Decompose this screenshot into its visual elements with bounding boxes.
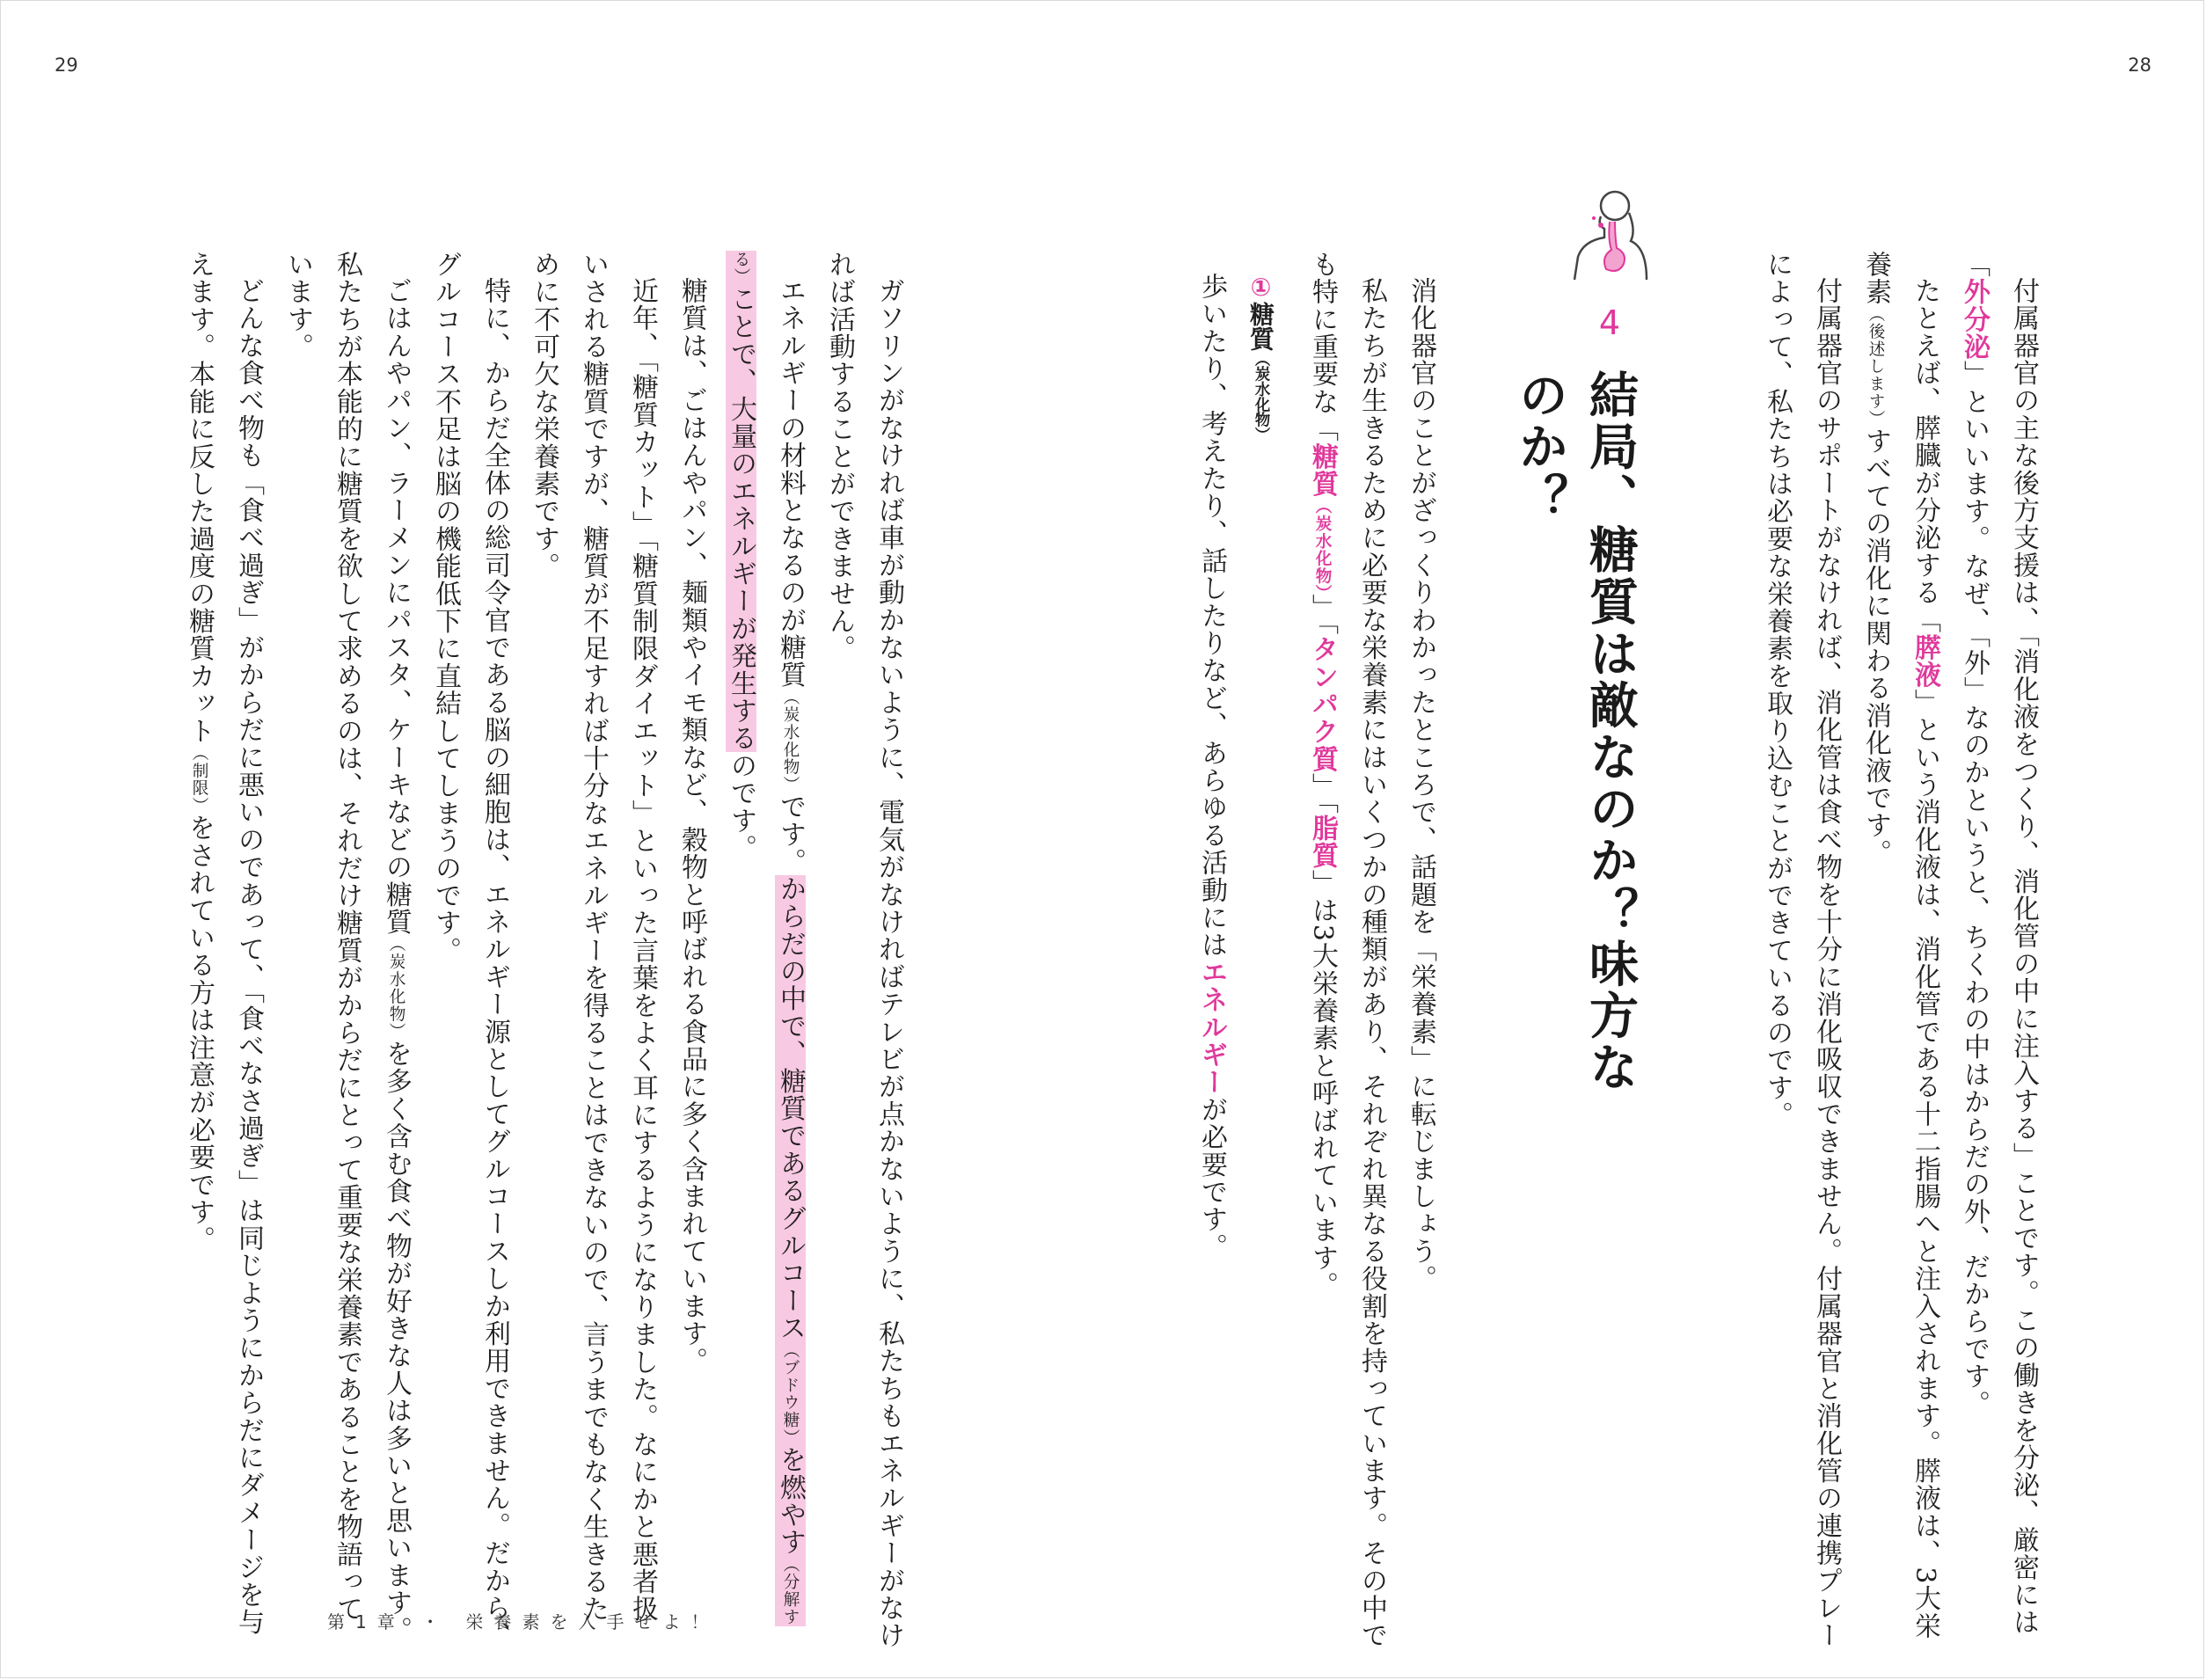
digestive-system-icon bbox=[1566, 186, 1654, 281]
paragraph: 付属器官の主な後方支援は、「消化液をつくり、消化管の中に注入する」ことです。この働きを分泌、厳密には「外分泌」といいます。なぜ、「外」なのかというと、ちくわの中はからだの外、だからです。 bbox=[1959, 251, 2039, 1636]
keyword-exocrine: 外分泌 bbox=[1959, 278, 1990, 361]
paragraph: ごはんやパン、ラーメンにパスタ、ケーキなどの糖質（炭水化物）を多く含む食べ物が好きな人は多いと思います。私たちが本能的に糖質を欲して求めるのは、それだけ糖質がからだにとって重要な栄養素であることを物語っています。 bbox=[282, 251, 412, 1645]
page-number-right: 28 bbox=[2128, 55, 2151, 76]
paragraph: 消化器官のことがざっくりわかったところで、話題を「栄養素」に転じましょう。 bbox=[1406, 277, 1436, 1293]
keyword-lipid: 脂質 bbox=[1307, 814, 1338, 870]
paragraph: どんな食べ物も「食べ過ぎ」がからだに悪いのであって、「食べなさ過ぎ」は同じようにからだにダメージを与えます。本能に反した過度の糖質カット（制限）をされている方は注意が必要です。 bbox=[184, 251, 264, 1636]
left-column-text bbox=[104, 251, 913, 1649]
keyword-pancreatic-juice: 膵液 bbox=[1910, 633, 1940, 690]
section-title: 結局、糖質は敵なのか？味方なのか？ bbox=[1511, 369, 1639, 1094]
paragraph: エネルギーの材料となるのが糖質（炭水化物）です。からだの中で、糖質であるグルコース（ブドウ糖）を燃やす（分解する）ことで、大量のエネルギーが発生するのです。 bbox=[726, 251, 806, 1626]
paragraph: 糖質は、ごはんやパン、麺類やイモ類など、穀物と呼ばれる食品に多く含まれています。 bbox=[676, 277, 707, 1375]
section-number: 4 bbox=[1598, 303, 1621, 342]
paragraph: 付属器官のサポートがなければ、消化管は食べ物を十分に消化吸収できません。付属器官と消化管の連携プレーによって、私たちは必要な栄養素を取り込むことができているのです。 bbox=[1762, 251, 1842, 1649]
paragraph: 特に、からだ全体の総司令官である脳の細胞は、エネルギー源としてグルコースしか利用できません。だから、グルコース不足は脳の機能低下に直結してしまうのです。 bbox=[430, 251, 510, 1649]
paragraph: 私たちが生きるために必要な栄養素にはいくつかの種類があり、それぞれ異なる役割を持っています。その中でも特に重要な「糖質（炭水化物）」「タンパク質」「脂質」は3大栄養素と呼ばれています。 bbox=[1307, 251, 1387, 1649]
subsection-number: ① bbox=[1246, 273, 1275, 302]
keyword-carbohydrate: 糖質 bbox=[1307, 442, 1338, 498]
subsection-body: 歩いたり、考えたり、話したりなど、あらゆる活動にはエネルギーが必要です。 bbox=[1196, 273, 1227, 1261]
keyword-protein: タンパク質 bbox=[1307, 635, 1338, 773]
paragraph: たとえば、膵臓が分泌する「膵液」という消化液は、消化管である十二指腸へと注入されます。膵液は、3大栄養素（後述します）すべての消化に関わる消化液です。 bbox=[1860, 251, 1940, 1640]
page-number-left: 29 bbox=[55, 55, 78, 76]
right-column-text bbox=[1661, 251, 2048, 1649]
running-footer: 第1章 ・ 栄養素を入手せよ！ bbox=[327, 1611, 720, 1633]
highlighted-text: からだの中で、糖質であるグルコース（ブドウ糖）を燃やす（分解する）ことで、大量のエネルギーが発生する bbox=[726, 251, 806, 1626]
paragraph: ガソリンがなければ車が動かないように、電気がなければテレビが点かないように、私たちもエネルギーがなければ活動することができません。 bbox=[824, 251, 904, 1649]
subsection-heading: ①糖質（炭水化物） bbox=[1246, 273, 1275, 443]
paragraph: 近年、「糖質カット」「糖質制限ダイエット」といった言葉をよく耳にするようになりました。なにかと悪者扱いされる糖質ですが、糖質が不足すれば十分なエネルギーを得ることはできないので、言うまでもなく生きるために不可欠な栄養素です。 bbox=[529, 251, 658, 1623]
keyword-energy: エネルギー bbox=[1196, 959, 1227, 1096]
